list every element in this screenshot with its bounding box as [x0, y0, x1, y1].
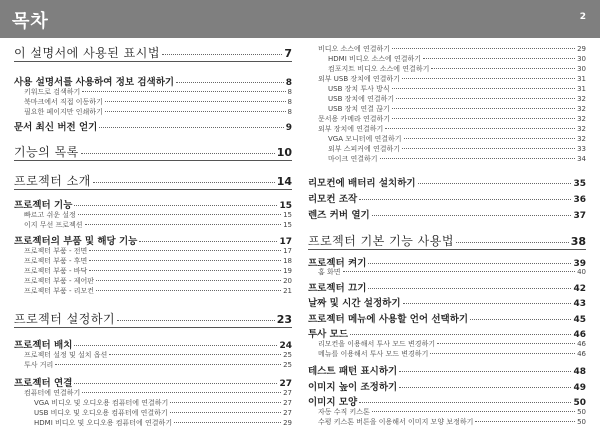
- dot-leader: [475, 421, 575, 422]
- toc-subsection-entry[interactable]: [14, 276, 292, 286]
- toc-entry-title: 외부 장치에 연결하기: [318, 125, 384, 133]
- dot-leader: [372, 215, 572, 216]
- toc-subsubsection-entry[interactable]: [308, 144, 586, 154]
- dot-leader: [117, 320, 275, 321]
- dot-leader: [403, 303, 572, 304]
- toc-entry-title: HDMI 비디오 및 오디오용 컴퓨터에 연결하기: [34, 419, 173, 427]
- dot-leader: [368, 288, 571, 289]
- toc-subsubsection-entry[interactable]: [14, 408, 292, 418]
- toc-entry-title: 마이크 연결하기: [328, 155, 378, 163]
- toc-section-entry[interactable]: [14, 233, 292, 246]
- toc-entry-page: 17: [279, 237, 292, 246]
- toc-section-entry[interactable]: [308, 280, 586, 293]
- dot-leader: [404, 138, 576, 139]
- toc-subsection-entry[interactable]: [14, 388, 292, 398]
- dot-leader: [89, 250, 281, 251]
- dot-leader: [470, 319, 571, 320]
- dot-leader: [399, 387, 571, 388]
- toc-entry-page: 10: [276, 146, 292, 159]
- dot-leader: [82, 91, 285, 92]
- toc-entry-page: 21: [283, 287, 292, 295]
- dot-leader: [162, 54, 282, 55]
- toc-entry-title: 이 설명서에 사용된 표시법: [14, 46, 160, 60]
- toc-subsection-entry[interactable]: [308, 74, 586, 84]
- toc-entry-page: 32: [577, 135, 586, 143]
- toc-entry-title: 외부 USB 장치에 연결하기: [318, 75, 400, 83]
- toc-entry-title: 프로젝터 부품 - 제어판: [24, 277, 95, 285]
- dot-leader: [402, 148, 575, 149]
- toc-subsection-entry[interactable]: [14, 256, 292, 266]
- toc-subsection-entry[interactable]: [308, 349, 586, 359]
- toc-entry-title: 빠르고 쉬운 설정: [24, 211, 76, 219]
- toc-entry-page: 9: [285, 123, 292, 132]
- toc-entry-page: 30: [577, 65, 586, 73]
- toc-section-entry[interactable]: [308, 363, 586, 376]
- toc-entry-page: 32: [577, 125, 586, 133]
- dot-leader: [396, 98, 575, 99]
- dot-leader: [174, 422, 281, 423]
- toc-entry-page: 8: [287, 98, 292, 106]
- dot-leader: [456, 242, 569, 243]
- dot-leader: [431, 68, 575, 69]
- toc-entry-title: 프로젝터 설정 및 설치 옵션: [24, 351, 108, 359]
- toc-entry-title: 홈 화면: [318, 268, 341, 276]
- toc-section-entry[interactable]: [14, 197, 292, 210]
- toc-entry-page: 27: [283, 409, 292, 417]
- toc-entry-title: 키워드로 검색하기: [24, 88, 81, 96]
- toc-entry-title: 비디오 소스에 연결하기: [318, 45, 391, 53]
- dot-leader: [359, 199, 571, 200]
- toc-section-entry[interactable]: [14, 119, 292, 132]
- toc-entry-title: 프로젝터 부품 - 전면: [24, 247, 88, 255]
- toc-entry-title: 메뉴를 이용해서 투사 모드 변경하기: [318, 350, 429, 358]
- dot-leader: [89, 270, 281, 271]
- toc-entry-page: 23: [276, 313, 292, 326]
- toc-entry-title: USB 비디오 및 오디오용 컴퓨터에 연결하기: [34, 409, 168, 417]
- toc-entry-page: 32: [577, 115, 586, 123]
- toc-entry-page: 8: [287, 88, 292, 96]
- toc-entry-page: 36: [573, 195, 586, 204]
- toc-entry-page: 39: [573, 259, 586, 268]
- dot-leader: [170, 402, 281, 403]
- toc-entry-title: 투사 거리: [24, 361, 54, 369]
- toc-entry-page: 8: [285, 78, 292, 87]
- toc-entry-page: 32: [577, 95, 586, 103]
- dot-leader: [423, 58, 575, 59]
- dot-leader: [93, 182, 275, 183]
- toc-entry-page: 48: [573, 367, 586, 376]
- toc-subsection-entry[interactable]: [14, 220, 292, 230]
- toc-entry-title: 수평 키스톤 버튼을 이용해서 이미지 모양 보정하기: [318, 418, 474, 426]
- toc-subsection-entry[interactable]: [14, 210, 292, 220]
- toc-entry-page: 35: [573, 179, 586, 188]
- toc-subsection-entry[interactable]: [14, 246, 292, 256]
- toc-chapter-entry[interactable]: [14, 310, 292, 328]
- toc-section-entry[interactable]: [308, 394, 586, 407]
- toc-entry-title: 프로젝터 소개: [14, 174, 91, 188]
- toc-entry-title: 기능의 목록: [14, 145, 79, 159]
- toc-entry-page: 15: [279, 201, 292, 210]
- toc-entry-page: 8: [287, 108, 292, 116]
- toc-entry-page: 30: [577, 55, 586, 63]
- toc-entry-title: USB 장치 연결 끊기: [328, 105, 390, 113]
- toc-section-entry[interactable]: [308, 207, 586, 220]
- toc-subsection-entry[interactable]: [308, 407, 586, 417]
- toc-subsubsection-entry[interactable]: [14, 418, 292, 427]
- toc-entry-page: 31: [577, 85, 586, 93]
- dot-leader: [105, 111, 286, 112]
- toc-section-entry[interactable]: [308, 379, 586, 392]
- dot-leader: [380, 158, 576, 159]
- dot-leader: [74, 205, 277, 206]
- dot-leader: [74, 345, 277, 346]
- toc-entry-page: 40: [577, 268, 586, 276]
- dot-leader: [359, 402, 571, 403]
- dot-leader: [437, 343, 575, 344]
- toc-entry-title: HDMI 비디오 소스에 연결하기: [328, 55, 422, 63]
- toc-section-entry[interactable]: [14, 375, 292, 388]
- dot-leader: [96, 280, 281, 281]
- dot-leader: [99, 127, 283, 128]
- page-header: [0, 0, 600, 38]
- toc-section-entry[interactable]: [308, 311, 586, 324]
- toc-subsection-entry[interactable]: [14, 107, 292, 117]
- toc-entry-title: 프로젝터 부품 - 바닥: [24, 267, 88, 275]
- toc-entry-page: 27: [283, 389, 292, 397]
- toc-section-entry[interactable]: [308, 295, 586, 308]
- toc-section-entry[interactable]: [14, 337, 292, 350]
- toc-entry-title: 필요한 페이지만 인쇄하기: [24, 108, 103, 116]
- toc-entry-title: 북마크에서 직접 이동하기: [24, 98, 103, 106]
- toc-chapter-entry[interactable]: [14, 143, 292, 161]
- toc-entry-page: 43: [573, 299, 586, 308]
- toc-entry-title: 자동 수직 키스톤: [318, 408, 370, 416]
- dot-leader: [81, 153, 275, 154]
- dot-leader: [385, 128, 575, 129]
- toc-entry-page: 7: [284, 47, 292, 60]
- toc-entry-title: 컴포지트 비디오 소스에 연결하기: [328, 65, 430, 73]
- toc-entry-title: USB 장치 투사 방식: [328, 85, 390, 93]
- toc-chapter-entry[interactable]: [14, 172, 292, 190]
- dot-leader: [392, 88, 575, 89]
- toc-entry-title: 렌즈 커버 열기: [308, 210, 370, 220]
- toc-entry-title: 프로젝터 부품 - 리모컨: [24, 287, 95, 295]
- toc-subsubsection-entry[interactable]: [14, 398, 292, 408]
- dot-leader: [139, 241, 277, 242]
- toc-entry-page: 27: [283, 399, 292, 407]
- page-title: 목차: [12, 11, 49, 32]
- toc-chapter-entry[interactable]: [308, 232, 586, 250]
- toc-entry-page: 50: [577, 408, 586, 416]
- dot-leader: [82, 392, 281, 393]
- toc-entry-page: 29: [283, 419, 292, 427]
- dot-leader: [399, 371, 571, 372]
- toc-entry-page: 45: [573, 315, 586, 324]
- toc-entry-title: 리모컨 조작: [308, 194, 358, 204]
- toc-entry-title: 프로젝터 부품 - 후면: [24, 257, 88, 265]
- dot-leader: [343, 271, 576, 272]
- toc-section-entry[interactable]: [308, 191, 586, 204]
- toc-entry-title: 리모컨에 배터리 설치하기: [308, 178, 416, 188]
- dot-leader: [55, 364, 281, 365]
- toc-entry-title: 프로젝터 배치: [14, 340, 73, 350]
- toc-subsubsection-entry[interactable]: [308, 104, 586, 114]
- toc-entry-title: 이미지 높이 조정하기: [308, 382, 398, 392]
- toc-entry-page: 33: [577, 145, 586, 153]
- dot-leader: [96, 290, 281, 291]
- toc-entry-title: 이미지 모양: [308, 397, 358, 407]
- toc-entry-page: 49: [573, 383, 586, 392]
- toc-entry-page: 31: [577, 75, 586, 83]
- toc-entry-title: 프로젝터 메뉴에 사용할 언어 선택하기: [308, 314, 469, 324]
- dot-leader: [89, 260, 281, 261]
- toc-entry-title: 프로젝터 기능: [14, 200, 73, 210]
- toc-subsection-entry[interactable]: [14, 360, 292, 370]
- toc-section-entry[interactable]: [308, 175, 586, 188]
- toc-subsection-entry[interactable]: [308, 417, 586, 427]
- dot-leader: [372, 411, 575, 412]
- toc-subsection-entry[interactable]: [308, 124, 586, 134]
- toc-entry-page: 19: [283, 267, 292, 275]
- toc-entry-page: 37: [573, 211, 586, 220]
- toc-entry-page: 29: [577, 45, 586, 53]
- dot-leader: [74, 383, 277, 384]
- dot-leader: [392, 108, 575, 109]
- toc-subsection-entry[interactable]: [308, 114, 586, 124]
- toc-entry-page: 46: [573, 330, 586, 339]
- toc-subsubsection-entry[interactable]: [308, 54, 586, 64]
- toc-section-entry[interactable]: [14, 74, 292, 87]
- toc-entry-page: 32: [577, 105, 586, 113]
- toc-entry-title: 투사 모드: [308, 329, 349, 339]
- dot-leader: [105, 101, 286, 102]
- toc-entry-page: 14: [276, 175, 292, 188]
- toc-entry-title: 프로젝터 설정하기: [14, 312, 116, 326]
- toc-entry-page: 38: [570, 235, 586, 248]
- toc-entry-title: 프로젝터 기본 기능 사용법: [308, 234, 454, 248]
- toc-entry-page: 20: [283, 277, 292, 285]
- toc-entry-title: USB 장치에 연결하기: [328, 95, 395, 103]
- toc-entry-title: 날짜 및 시간 설정하기: [308, 298, 401, 308]
- toc-entry-title: 문서용 카메라 연결하기: [318, 115, 391, 123]
- toc-entry-page: 46: [577, 350, 586, 358]
- toc-subsection-entry[interactable]: [308, 339, 586, 349]
- toc-entry-page: 42: [573, 284, 586, 293]
- dot-leader: [176, 82, 284, 83]
- toc-entry-title: 문서 최신 버전 얻기: [14, 122, 98, 132]
- toc-entry-page: 50: [573, 398, 586, 407]
- toc-entry-page: 15: [283, 211, 292, 219]
- toc-subsection-entry[interactable]: [14, 266, 292, 276]
- toc-subsection-entry[interactable]: [308, 44, 586, 54]
- toc-entry-title: 외부 스피커에 연결하기: [328, 145, 401, 153]
- toc-section-entry[interactable]: [308, 326, 586, 339]
- toc-entry-page: 25: [283, 351, 292, 359]
- toc-subsection-entry[interactable]: [14, 87, 292, 97]
- toc-subsubsection-entry[interactable]: [308, 64, 586, 74]
- dot-leader: [430, 353, 575, 354]
- dot-leader: [78, 214, 281, 215]
- dot-leader: [368, 263, 571, 264]
- toc-entry-title: 프로젝터 연결: [14, 378, 73, 388]
- toc-entry-title: 테스트 패턴 표시하기: [308, 366, 398, 376]
- toc-entry-title: VGA 모니터에 연결하기: [328, 135, 402, 143]
- toc-entry-page: 17: [283, 247, 292, 255]
- toc-entry-title: 프로젝터 켜기: [308, 258, 367, 268]
- toc-chapter-entry[interactable]: [14, 44, 292, 62]
- toc-entry-page: 27: [279, 379, 292, 388]
- dot-leader: [85, 224, 282, 225]
- toc-entry-page: 34: [577, 155, 586, 163]
- toc-subsubsection-entry[interactable]: [308, 84, 586, 94]
- toc-entry-title: 리모컨을 이용해서 투사 모드 변경하기: [318, 340, 436, 348]
- toc-entry-page: 25: [283, 361, 292, 369]
- dot-leader: [402, 78, 575, 79]
- dot-leader: [350, 334, 571, 335]
- toc-subsection-entry[interactable]: [14, 286, 292, 296]
- toc-entry-title: 사용 설명서를 사용하여 정보 검색하기: [14, 77, 175, 87]
- toc-subsection-entry[interactable]: [308, 267, 586, 277]
- toc-subsubsection-entry[interactable]: [308, 154, 586, 164]
- toc-entry-page: 15: [283, 221, 292, 229]
- toc-entry-page: 50: [577, 418, 586, 426]
- toc-entry-page: 24: [279, 341, 292, 350]
- toc-entry-page: 46: [577, 340, 586, 348]
- toc-entry-title: 프로젝터 끄기: [308, 283, 367, 293]
- toc-subsubsection-entry[interactable]: [308, 134, 586, 144]
- toc-entry-title: 이지 무선 프로젝션: [24, 221, 83, 229]
- dot-leader: [418, 183, 572, 184]
- toc-entry-title: 컴퓨터에 연결하기: [24, 389, 81, 397]
- toc-entry-page: 18: [283, 257, 292, 265]
- toc-entry-title: 프로젝터의 부품 및 해당 기능: [14, 236, 138, 246]
- dot-leader: [392, 118, 575, 119]
- dot-leader: [392, 48, 575, 49]
- toc-subsection-entry[interactable]: [14, 97, 292, 107]
- toc-subsection-entry[interactable]: [14, 350, 292, 360]
- toc-subsubsection-entry[interactable]: [308, 94, 586, 104]
- dot-leader: [170, 412, 281, 413]
- toc-entry-title: VGA 비디오 및 오디오용 컴퓨터에 연결하기: [34, 399, 169, 407]
- page-number: 2: [579, 12, 586, 22]
- dot-leader: [109, 354, 281, 355]
